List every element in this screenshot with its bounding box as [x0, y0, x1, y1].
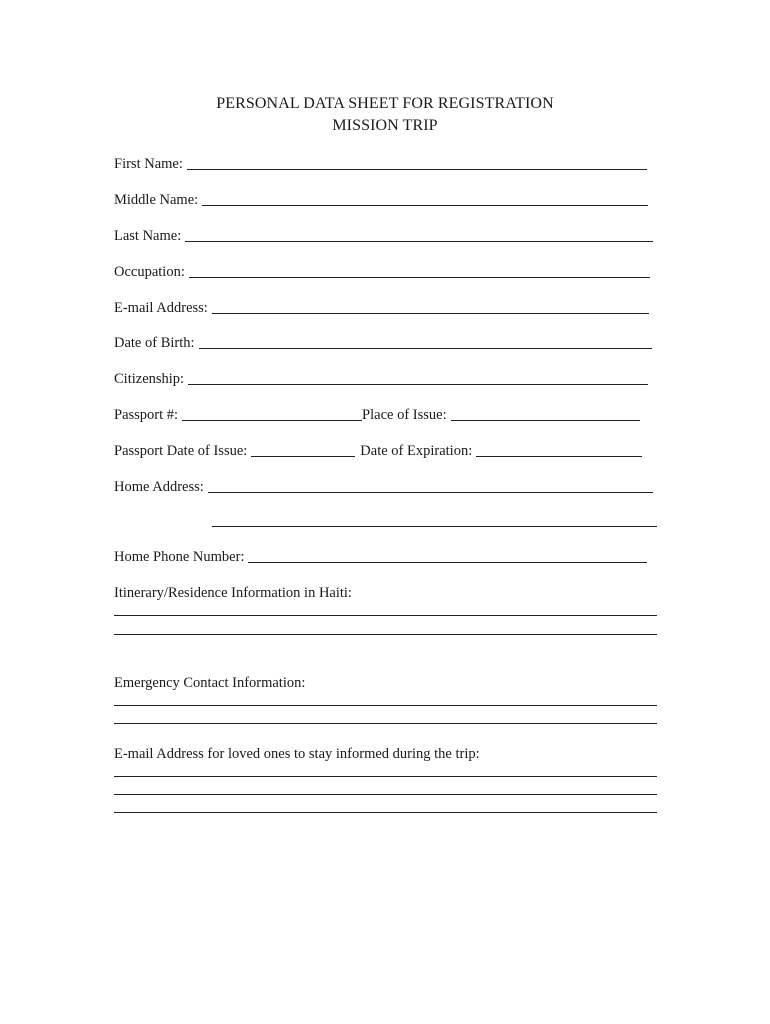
date-of-birth-field[interactable]: [199, 348, 652, 349]
middle-name-row: [114, 189, 648, 209]
first-name-row: [114, 153, 647, 173]
citizenship-field[interactable]: [188, 384, 648, 385]
citizenship-row: [114, 368, 648, 388]
middle-name-label: Middle Name:: [114, 192, 199, 208]
passport-number-label: Passport #:: [114, 407, 179, 423]
home-address-label: Home Address:: [114, 479, 204, 495]
emergency-contact-row: [114, 672, 305, 692]
email-field[interactable]: [212, 313, 649, 314]
loved-ones-email-line-3[interactable]: [114, 812, 657, 813]
loved-ones-email-line-1[interactable]: [114, 776, 657, 777]
itinerary-label: Itinerary/Residence Information in Haiti:: [114, 585, 352, 601]
first-name-label: First Name:: [114, 156, 183, 172]
emergency-contact-line-1[interactable]: [114, 705, 657, 706]
last-name-label: Last Name:: [114, 228, 182, 244]
itinerary-row: [114, 582, 352, 602]
occupation-label: Occupation:: [114, 264, 185, 280]
date-of-birth-row: [114, 332, 652, 352]
place-of-issue-label: Place of Issue:: [362, 407, 447, 423]
passport-date-of-issue-label: Passport Date of Issue:: [114, 443, 248, 459]
email-label: E-mail Address:: [114, 300, 208, 316]
home-phone-row: [114, 546, 647, 566]
citizenship-label: Citizenship:: [114, 371, 185, 387]
home-address-line-2[interactable]: [212, 526, 657, 527]
home-phone-field[interactable]: [248, 562, 647, 563]
passport-number-field[interactable]: [182, 420, 362, 421]
home-phone-label: Home Phone Number:: [114, 549, 245, 565]
itinerary-line-2[interactable]: [114, 634, 657, 635]
passport-dates-row: [114, 440, 642, 460]
first-name-field[interactable]: [187, 169, 647, 170]
middle-name-field[interactable]: [202, 205, 648, 206]
last-name-row: [114, 225, 653, 245]
emergency-contact-label: Emergency Contact Information:: [114, 675, 306, 691]
loved-ones-email-label: E-mail Address for loved ones to stay informed during the trip:: [114, 746, 480, 762]
email-row: [114, 297, 649, 317]
passport-date-of-issue-field[interactable]: [251, 456, 355, 457]
passport-row: [114, 404, 640, 424]
occupation-field[interactable]: [189, 277, 650, 278]
place-of-issue-field[interactable]: [451, 420, 640, 421]
occupation-row: [114, 261, 650, 281]
form-title: PERSONAL DATA SHEET FOR REGISTRATION: [216, 95, 554, 112]
form-subtitle: MISSION TRIP: [332, 117, 438, 134]
home-address-field[interactable]: [208, 492, 653, 493]
itinerary-line-1[interactable]: [114, 615, 657, 616]
last-name-field[interactable]: [185, 241, 653, 242]
home-address-row: [114, 476, 653, 496]
emergency-contact-line-2[interactable]: [114, 723, 657, 724]
date-of-expiration-label: Date of Expiration:: [360, 443, 473, 459]
loved-ones-email-line-2[interactable]: [114, 794, 657, 795]
loved-ones-email-row: [114, 743, 480, 763]
date-of-birth-label: Date of Birth:: [114, 335, 195, 351]
date-of-expiration-field[interactable]: [476, 456, 642, 457]
